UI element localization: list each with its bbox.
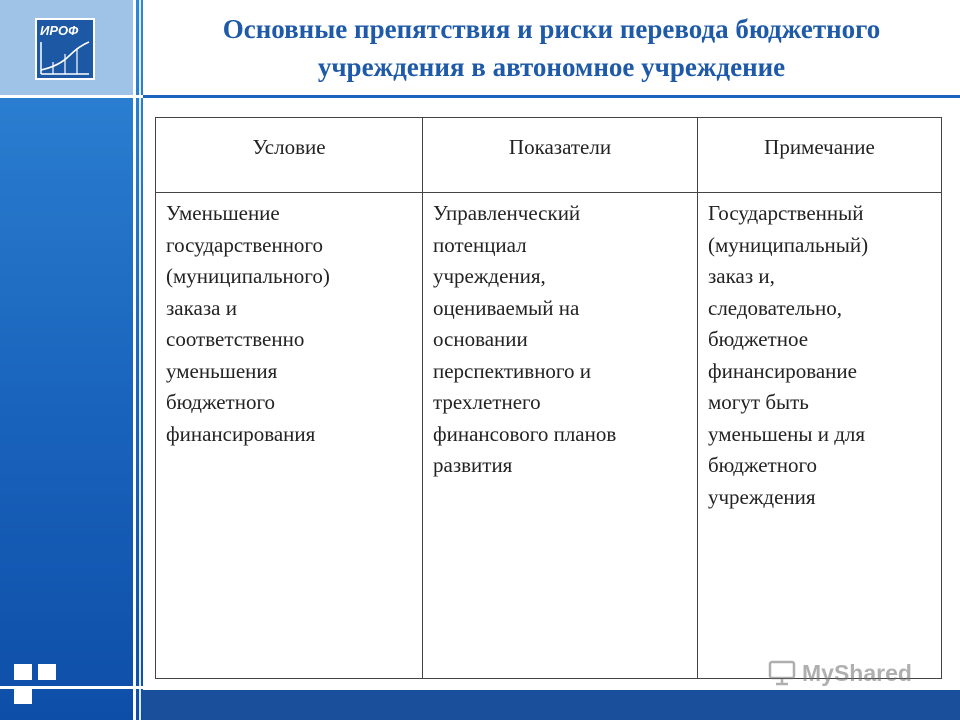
cell-line: развития: [433, 453, 513, 477]
cell-line: государственного: [166, 232, 324, 257]
cell-line: (муниципального): [166, 264, 330, 288]
column-header-note: Примечание: [698, 118, 942, 193]
cell-line: Государственный: [708, 201, 864, 225]
cell-line: учреждения: [708, 484, 816, 509]
cell-line: уменьшены и для: [708, 421, 866, 446]
left-band: [0, 0, 143, 720]
slide-title-line: учреждения в автономное учреждение: [317, 52, 786, 82]
cell-line: уменьшения: [166, 358, 278, 383]
cell-line: соответственно: [166, 327, 305, 351]
square: [14, 688, 32, 704]
slide-title: [143, 10, 960, 86]
cell-line: трехлетнего: [433, 390, 541, 414]
cell-line: финансового планов: [433, 421, 617, 446]
cell-line: оцениваемый на: [433, 295, 580, 320]
chart-logo-icon: [39, 40, 91, 76]
footer-band: [143, 690, 960, 720]
cell-line: перспективного и: [433, 358, 592, 383]
watermark[interactable]: [768, 656, 912, 690]
cell-line: заказ и,: [708, 264, 775, 288]
column-header-condition: Условие: [156, 118, 423, 193]
cell-line: учреждения,: [433, 264, 546, 288]
table-cell-note: [698, 193, 942, 679]
cell-line: основании: [433, 327, 528, 351]
monitor-icon: [768, 659, 798, 687]
cell-line: Уменьшение: [166, 201, 280, 225]
content-table: [155, 117, 942, 679]
decorative-squares: [14, 664, 64, 710]
cell-line: финансирования: [166, 421, 316, 446]
cell-line: следовательно,: [708, 295, 842, 320]
cell-line: Управленческий: [433, 201, 581, 225]
header-rule: [143, 95, 960, 98]
square: [14, 664, 32, 680]
slide-header: [143, 0, 960, 95]
table-cell-indicators: [423, 193, 698, 679]
column-header-indicators: Показатели: [423, 118, 698, 193]
cell-line: (муниципальный): [708, 232, 869, 257]
band-divider: [0, 95, 143, 98]
cell-line: бюджетное: [708, 327, 809, 351]
table-cell-condition: [156, 193, 423, 679]
watermark-text: MyShared: [802, 659, 912, 686]
cell-line: заказа и: [166, 295, 237, 320]
table-header-row: [156, 118, 942, 193]
cell-line: финансирование: [708, 358, 857, 383]
table-row: [156, 193, 942, 679]
cell-line: могут быть: [708, 390, 809, 414]
cell-line: бюджетного: [708, 453, 818, 477]
logo: [35, 18, 95, 80]
cell-line: потенциал: [433, 232, 527, 257]
band-divider: [133, 0, 136, 720]
slide-title-line: Основные препятствия и риски перевода бюджетного: [222, 14, 881, 44]
square: [38, 664, 56, 680]
band-divider: [139, 0, 141, 720]
logo-block: [0, 0, 133, 95]
cell-line: бюджетного: [166, 390, 276, 414]
logo-text: ИРОФ: [40, 23, 79, 38]
